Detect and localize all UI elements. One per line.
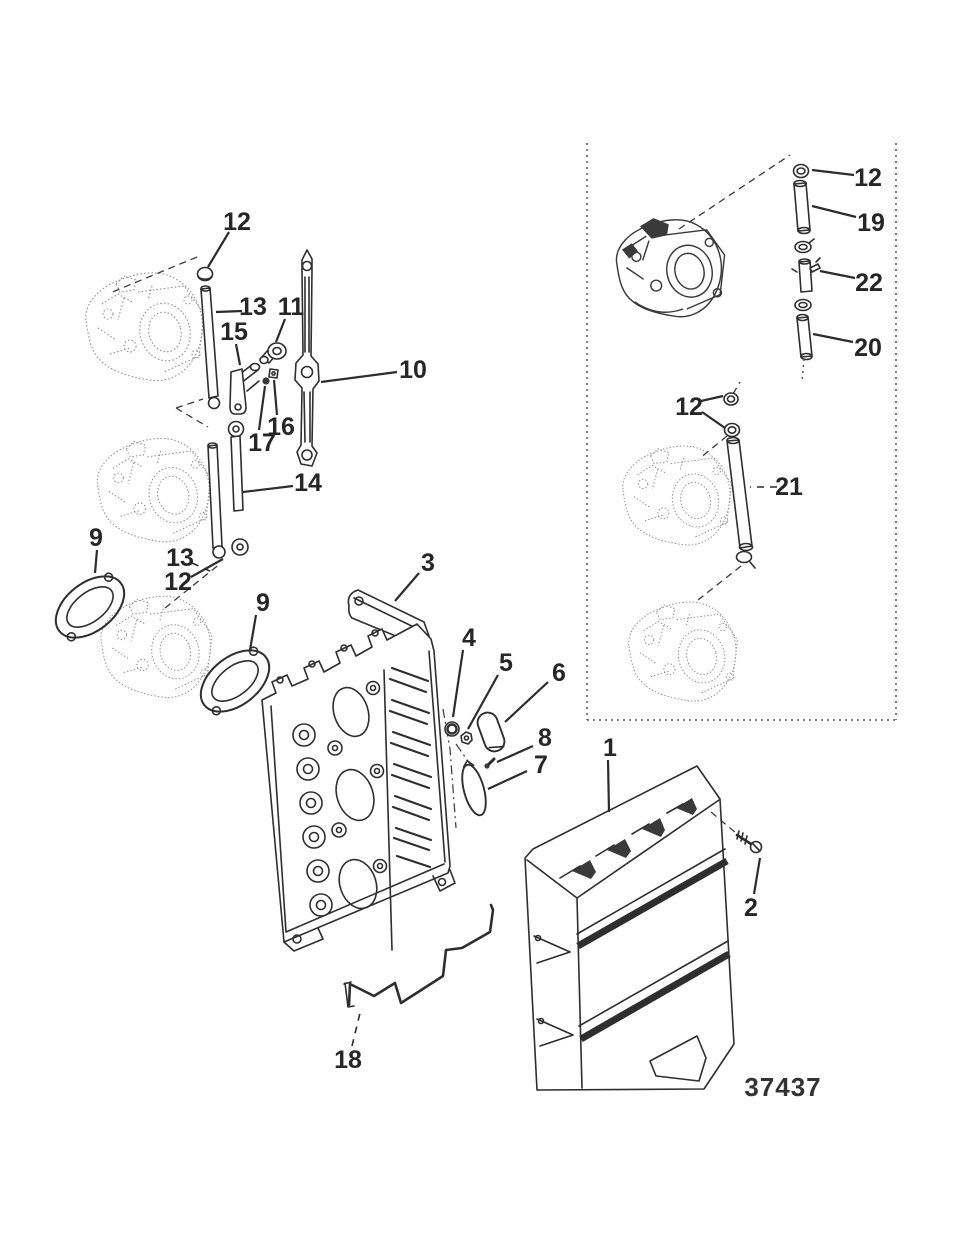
callout-1: 1 (603, 734, 617, 762)
carburetor-bottom-right (629, 602, 738, 701)
callout-10: 10 (399, 356, 427, 384)
leader-line-11 (276, 319, 285, 342)
leader-line-12 (702, 412, 725, 428)
leader-line-12 (812, 170, 854, 175)
callout-9: 9 (89, 524, 103, 552)
leader-line-9 (250, 615, 256, 650)
ball-stud-17 (262, 377, 269, 384)
leader-line-10 (321, 372, 397, 382)
leader-line-4 (453, 650, 463, 717)
clamp-12-top (794, 165, 809, 178)
leader-line-9 (95, 550, 97, 573)
callout-9: 9 (256, 589, 270, 617)
callout-3: 3 (421, 549, 435, 577)
assembly-boundary-box (587, 143, 896, 720)
leader-line-16 (274, 380, 277, 415)
callout-21: 21 (775, 473, 803, 501)
carburetor-top-right (616, 218, 724, 317)
callout-13: 13 (166, 544, 194, 572)
nut-16 (269, 369, 278, 378)
intake-manifold (262, 590, 455, 951)
callout-13: 13 (239, 293, 267, 321)
callout-11: 11 (277, 293, 305, 321)
manifold-fasteners (443, 709, 507, 828)
shift-wire-18 (344, 905, 493, 1007)
carburetor-sketch-top-left (86, 273, 204, 381)
cover-attenuator (525, 766, 734, 1090)
barrel-fitting-11 (260, 343, 286, 364)
leader-line-2 (754, 858, 760, 894)
leader-line-17 (259, 386, 265, 430)
callout-18: 18 (334, 1046, 362, 1074)
leader-line-13 (216, 311, 242, 312)
tube-13-upper (201, 288, 218, 398)
leader-line-1 (608, 760, 609, 812)
callout-2: 2 (744, 894, 758, 922)
leader-line-15 (236, 344, 240, 365)
leader-line-12 (208, 232, 229, 267)
leader-line-19 (812, 206, 856, 217)
callout-12: 12 (854, 164, 882, 192)
tube-21 (727, 440, 752, 548)
fuel-tube-20 (797, 317, 812, 357)
callout-14: 14 (294, 469, 322, 497)
callout-12: 12 (223, 208, 251, 236)
tube-13-lower (208, 445, 222, 548)
callout-12: 12 (675, 393, 703, 421)
leader-line-20 (813, 334, 853, 342)
callout-20: 20 (854, 334, 882, 362)
callout-7: 7 (534, 751, 548, 779)
nut-5 (461, 732, 472, 744)
clamp-bottom (737, 552, 752, 563)
callout-12: 12 (164, 568, 192, 596)
callout-22: 22 (855, 269, 883, 297)
leader-line-14 (243, 486, 293, 492)
callout-5: 5 (499, 649, 513, 677)
leader-line-3 (395, 573, 419, 601)
leader-line-18 (352, 1013, 360, 1046)
bracket-15 (230, 364, 260, 415)
fuel-line-parts (679, 155, 820, 381)
tee-fitting-22 (799, 261, 812, 292)
callout-8: 8 (538, 724, 552, 752)
link-rod-14 (229, 422, 249, 556)
hose-clamp (795, 300, 811, 311)
gasket-left (44, 564, 135, 650)
leader-line-12 (701, 396, 723, 401)
link-bar-10 (295, 250, 319, 466)
clamp-12-b (725, 424, 740, 437)
callout-4: 4 (462, 624, 476, 652)
carburetor-sketch-middle-left (97, 438, 210, 541)
callout-19: 19 (857, 209, 885, 237)
carburetor-middle-right (623, 446, 732, 545)
fuel-tube-19 (794, 183, 810, 231)
leader-line-6 (505, 682, 548, 722)
callout-17: 17 (248, 429, 276, 457)
figure-number: 37437 (744, 1072, 822, 1102)
callout-16: 16 (267, 413, 295, 441)
leader-line-7 (488, 771, 527, 789)
clamp-12-a (724, 393, 738, 405)
callout-15: 15 (220, 318, 248, 346)
leader-line-22 (820, 271, 855, 278)
cap-6 (475, 710, 507, 754)
callout-6: 6 (552, 659, 566, 687)
